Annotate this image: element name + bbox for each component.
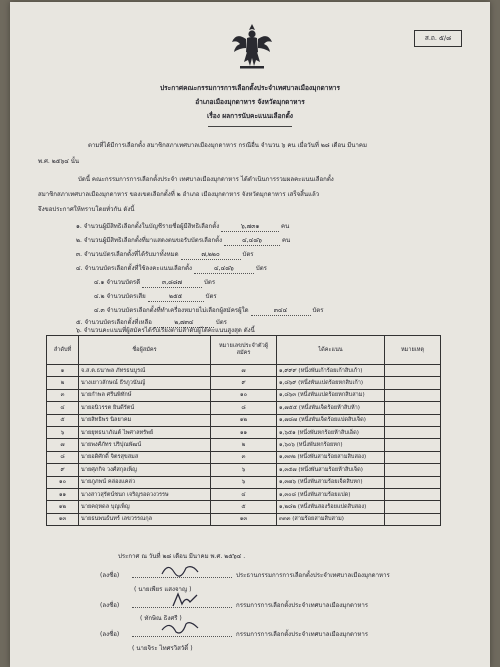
- cell-name: นายธนพนธ์นทร์ เลขวรรณกุล: [79, 513, 211, 525]
- cell-name: นายศุภกิจ วงศ์สกุลเพ็ญ: [79, 464, 211, 476]
- cell-number: ๘: [211, 402, 277, 414]
- cell-note: [385, 501, 441, 513]
- stat-value: ๔,๔๘๖: [194, 263, 254, 274]
- stat-label: ๓. จำนวนบัตรเลือกตั้งที่ได้รับมาทั้งหมด: [76, 251, 179, 258]
- cell-number: ๑๓: [211, 513, 277, 525]
- stat-unit: บัตร: [242, 251, 254, 258]
- table-row: [47, 488, 441, 500]
- handwritten-signature-2-icon: [170, 590, 200, 610]
- cell-order: ๘: [47, 451, 79, 463]
- cell-order: ๓: [47, 389, 79, 401]
- stat-line-4: [76, 263, 267, 274]
- cell-order: ๑๒: [47, 501, 79, 513]
- cell-order: ๑๑: [47, 488, 79, 500]
- cell-score: ๑,๓๕๗ (หนึ่งพันสามร้อยห้าสิบเจ็ด): [277, 464, 385, 476]
- stat-unit: คน: [281, 237, 291, 244]
- paragraph-2-line-1: บัดนี้ คณะกรรมการการเลือกตั้งประจำ เทศบาลเมืองมุกดาหาร ได้ดำเนินการรวมผลคะแนนเลือกตั้ง: [78, 176, 334, 183]
- cell-name: นายสิทธิพร นิลยาคม: [79, 414, 211, 426]
- cell-number: ๗: [211, 365, 277, 377]
- cell-note: [385, 414, 441, 426]
- cell-score: ๑,๘๖๓ (หนึ่งพันแปดร้อยหกสิบสาม): [277, 389, 385, 401]
- cell-score: ๑,๘๖๙ (หนึ่งพันแปดร้อยหกสิบเก้า): [277, 377, 385, 389]
- cell-name: จ.ส.ต.ธนาพล ภัทรธนบูรณ์: [79, 365, 211, 377]
- stat-label: ๔.๓ จำนวนบัตรเลือกตั้งที่ทำเครื่องหมายไม่เลือกผู้สมัครผู้ใด: [94, 307, 249, 314]
- cell-number: ๔: [211, 488, 277, 500]
- table-row: [47, 414, 441, 426]
- cell-note: [385, 451, 441, 463]
- results-table: [46, 335, 441, 526]
- garuda-emblem-icon: [230, 22, 274, 70]
- cell-number: ๙: [211, 377, 277, 389]
- table-row: [47, 377, 441, 389]
- cell-score: ๑,๓๐๘ (หนึ่งพันสามร้อยแปด): [277, 488, 385, 500]
- paragraph-2-line-2: สมาชิกสภาเทศบาลเมืองมุกดาหาร ของเขตเลือกตั้งที่ ๒ อำเภอ เมืองมุกดาหาร จังหวัดมุกดาหาร เสร็จสิ้นแล้ว: [38, 191, 320, 198]
- cell-order: ๑: [47, 365, 79, 377]
- cell-note: [385, 389, 441, 401]
- stat-unit: คน: [281, 223, 290, 230]
- cell-number: ๑๒: [211, 414, 277, 426]
- handwritten-signature-1-icon: [160, 560, 200, 580]
- stat-label: ๔.๑ จำนวนบัตรดี: [94, 279, 141, 286]
- cell-score: ๑,๗๘๗ (หนึ่งพันเจ็ดร้อยแปดสิบเจ็ด): [277, 414, 385, 426]
- cell-note: [385, 439, 441, 451]
- table-row: [47, 476, 441, 488]
- signature-role-1: ประธานกรรมการการเลือกตั้งประจำเทศบาลเมืองมุกดาหาร: [236, 572, 390, 579]
- stat-value: ๖,๗๓๑: [221, 221, 279, 232]
- stat-unit: บัตร: [312, 307, 324, 314]
- stat-label: ๒. จำนวนผู้มีสิทธิเลือกตั้งที่มาแสดงตนขอรับบัตรเลือกตั้ง: [76, 237, 223, 244]
- announcement-title: ประกาศคณะกรรมการการเลือกตั้งประจำเทศบาลเมืองมุกดาหาร: [159, 84, 341, 92]
- stat-line-1: [76, 221, 289, 232]
- signature-name-2: ( ทักษิณ ธิงศรี ): [140, 615, 182, 622]
- cell-note: [385, 488, 441, 500]
- stat-value: ๓,๘๘๗: [142, 277, 202, 288]
- cell-score: ๓๓๓ (สามร้อยสามสิบสาม): [277, 513, 385, 525]
- cell-number: ๖: [211, 476, 277, 488]
- table-row: [47, 464, 441, 476]
- stat-line-4-1: [94, 277, 215, 288]
- cell-order: ๑๐: [47, 476, 79, 488]
- stat-unit: บัตร: [205, 293, 217, 300]
- stat-value: ๒,๗๓๔: [154, 317, 214, 328]
- form-code-box: ส.ถ. ๕/๘: [414, 30, 462, 47]
- handwritten-signature-3-icon: [160, 618, 200, 638]
- table-row: [47, 513, 441, 525]
- cell-order: ๔: [47, 402, 79, 414]
- cell-name: นายอดิศักดิ์ จิตรสุขสมส: [79, 451, 211, 463]
- paragraph-1-line-2: พ.ศ. ๒๕๖๔ นั้น: [38, 158, 80, 165]
- cell-score: ๑,๗๕๕ (หนึ่งพันเจ็ดร้อยห้าสิบห้า): [277, 402, 385, 414]
- stat-line-6: ๖. จำนวนคะแนนที่ผู้สมัครได้รับเรียงตามลำดับผู้ได้คะแนนสูงสุด ดังนี้: [76, 327, 255, 334]
- signature-prefix-3: (ลงชื่อ): [100, 631, 120, 638]
- signature-name-1: ( นายเพียร แสงจาญ ): [134, 586, 192, 593]
- cell-order: ๙: [47, 464, 79, 476]
- table-row: [47, 501, 441, 513]
- col-header-name: ชื่อผู้สมัคร: [79, 336, 211, 365]
- stat-value: ๗,๒๒๐: [181, 249, 241, 260]
- paragraph-1-line-1: ตามที่ได้มีการเลือกตั้ง สมาชิกสภาเทศบาลเมืองมุกดาหาร กรณีอื่น จำนวน ๖ คน เมื่อวันที่ ๒๘ เดือน มีนาคม: [88, 142, 367, 149]
- cell-note: [385, 426, 441, 438]
- cell-score: ๑,๙๙๙ (หนึ่งพันเก้าร้อยเก้าสิบเก้า): [277, 365, 385, 377]
- stat-label: ๔. จำนวนบัตรเลือกตั้งที่ใช้ลงคะแนนเลือกตั้ง: [76, 265, 192, 272]
- cell-score: ๑,๒๘๒ (หนึ่งพันสองร้อยแปดสิบสอง): [277, 501, 385, 513]
- stat-value: ๔,๔๘๖: [224, 235, 280, 246]
- table-row: [47, 439, 441, 451]
- cell-name: นายอนิวรรต ยินดีรัตน์: [79, 402, 211, 414]
- cell-order: ๒: [47, 377, 79, 389]
- table-row: [47, 365, 441, 377]
- cell-note: [385, 513, 441, 525]
- table-header-row: [47, 336, 441, 365]
- cell-number: ๑๑: [211, 426, 277, 438]
- stat-unit: บัตร: [204, 279, 216, 286]
- cell-note: [385, 464, 441, 476]
- signature-role-2: กรรมการการเลือกตั้งประจำเทศบาลเมืองมุกดาหาร: [236, 602, 369, 609]
- signature-role-3: กรรมการการเลือกตั้งประจำเทศบาลเมืองมุกดาหาร: [236, 631, 369, 638]
- stat-unit: บัตร: [255, 265, 267, 272]
- stat-line-4-3: [94, 305, 324, 316]
- stat-label: ๕. จำนวนบัตรเลือกตั้งที่เหลือ: [76, 319, 152, 326]
- col-header-note: หมายเหตุ: [385, 336, 441, 365]
- cell-note: [385, 365, 441, 377]
- cell-number: ๑๐: [211, 389, 277, 401]
- table-row: [47, 426, 441, 438]
- cell-number: ๒: [211, 439, 277, 451]
- col-header-number: หมายเลขประจำตัวผู้สมัคร: [211, 336, 277, 365]
- cell-score: ๑,๖๐๖ (หนึ่งพันหกร้อยหก): [277, 439, 385, 451]
- signature-prefix-2: (ลงชื่อ): [100, 602, 120, 609]
- cell-note: [385, 402, 441, 414]
- cell-number: ๖: [211, 464, 277, 476]
- col-header-order: ลำดับที่: [47, 336, 79, 365]
- cell-name: นายกำพล ศรีนพิทักษ์: [79, 389, 211, 401]
- subject-line: เรื่อง ผลการนับคะแนนเลือกตั้ง: [206, 112, 294, 120]
- cell-note: [385, 476, 441, 488]
- cell-name: นางสาวสุรัตน์ชนก เจริญรอดวงวรรษ: [79, 488, 211, 500]
- cell-score: ๑,๖๕๑ (หนึ่งพันหกร้อยห้าสิบเอ็ด): [277, 426, 385, 438]
- table-row: [47, 402, 441, 414]
- stat-line-3: [76, 249, 254, 260]
- cell-name: นางเยาวลักษณ์ ธีรภูวนันญ์: [79, 377, 211, 389]
- table-row: [47, 451, 441, 463]
- table-row: [47, 389, 441, 401]
- cell-order: ๗: [47, 439, 79, 451]
- signature-prefix-1: (ลงชื่อ): [100, 572, 120, 579]
- cell-order: ๕: [47, 414, 79, 426]
- cell-name: นายภูภพน์ คล่องแคล่ว: [79, 476, 211, 488]
- cell-number: ๕: [211, 501, 277, 513]
- cell-order: ๖: [47, 426, 79, 438]
- stat-value: ๓๔๔: [251, 305, 311, 316]
- cell-note: [385, 377, 441, 389]
- stat-unit: บัตร: [215, 319, 227, 326]
- cell-score: ๑,๓๓๒ (หนึ่งพันสามร้อยสามสิบสอง): [277, 451, 385, 463]
- cell-number: ๓: [211, 451, 277, 463]
- col-header-score: ได้คะแนน: [277, 336, 385, 365]
- cell-score: ๑,๓๗๖ (หนึ่งพันสามร้อยเจ็ดสิบหก): [277, 476, 385, 488]
- stat-line-4-2: [94, 291, 217, 302]
- cell-order: ๑๓: [47, 513, 79, 525]
- announce-date-line: ประกาศ ณ วันที่ ๒๘ เดือน มีนาคม พ.ศ. ๒๕๖๔ .: [118, 553, 246, 560]
- district-line: อำเภอเมืองมุกดาหาร จังหวัดมุกดาหาร: [195, 98, 305, 106]
- stat-label: ๔.๒ จำนวนบัตรเสีย: [94, 293, 146, 300]
- title-underline: [208, 126, 292, 127]
- cell-name: นายคฤหดล บุญเพ็ญ: [79, 501, 211, 513]
- stat-label: ๑. จำนวนผู้มีสิทธิเลือกตั้งในบัญชีรายชื่อผู้มีสิทธิเลือกตั้ง: [76, 223, 220, 230]
- cell-name: นายพงศ์ภัทร ปริปุณพัฒน์: [79, 439, 211, 451]
- cell-name: นายยุทธนาภัณต์ ไพศาลทรัพย์: [79, 426, 211, 438]
- stat-line-2: [76, 235, 290, 246]
- stat-value: ๒๕๕: [148, 291, 204, 302]
- signature-name-3: ( นายจิระ ไทศรวิสวัดิ์ ): [132, 645, 193, 652]
- paragraph-2-line-3: จึงขอประกาศให้ทราบโดยทั่วกัน ดังนี้: [38, 206, 135, 213]
